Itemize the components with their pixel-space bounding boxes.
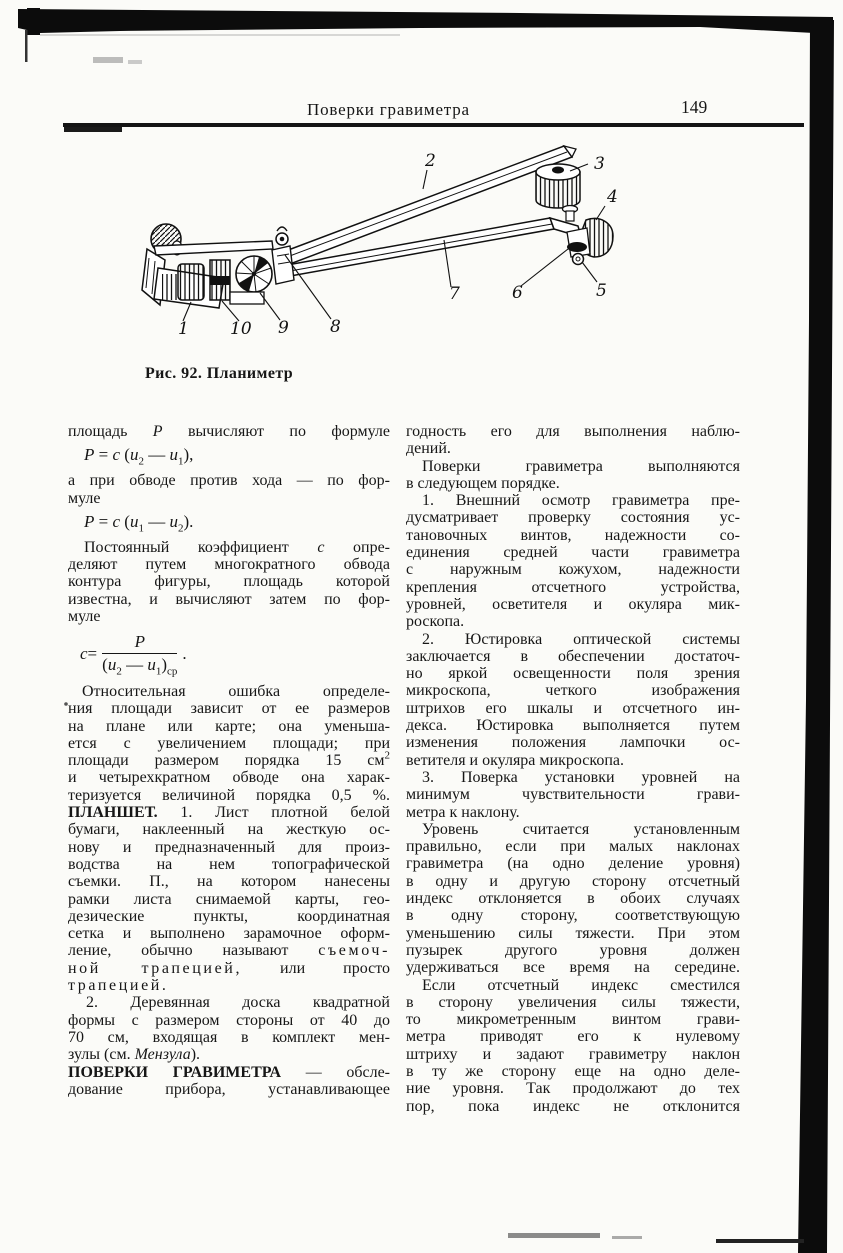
text-line: штриху и задают гравиметру наклон [406, 1045, 740, 1063]
text-line: с наружным кожухом, надежности [406, 561, 740, 579]
text-line: в одну и другую сторону отсчетный [406, 872, 740, 890]
text-line: дование прибора, устанавливающее [68, 1080, 390, 1098]
callout-2: 2 [425, 151, 436, 171]
text-line: формы с размером стороны от 40 до [68, 1011, 390, 1029]
text-line: то микрометренным винтом грави- [406, 1011, 740, 1029]
callout-3: 3 [594, 154, 605, 174]
text-line: тановочных винтов, надежности со- [406, 526, 740, 544]
carriage-mechanism [142, 224, 294, 308]
formula: P = c ($u_2$ — $u_1$), [84, 445, 194, 468]
text-line: площади размером порядка 15 $см^2$ [68, 749, 390, 770]
text-line: на плане или карте; она уменьша- [68, 717, 390, 735]
text-line: Если отсчетный индекс сместился [422, 976, 740, 994]
text-line: уровней, осветителя и окуляра мик- [406, 595, 740, 613]
formula: P = c ($u_1$ — $u_2$). [84, 511, 194, 535]
text-line: роскопа. [406, 613, 465, 631]
scan-bottom-mark-1 [508, 1233, 600, 1238]
text-line: дезические пункты, координатная [68, 907, 390, 925]
text-line: пор, пока индекс не отклонится [406, 1097, 740, 1115]
text-line: муле [68, 489, 101, 507]
running-head-title: Поверки гравиметра [307, 100, 470, 119]
text-line: бумаги, наклеенный на жесткую ос- [68, 821, 390, 839]
text-line: изменения положения лампочки ос- [406, 734, 740, 752]
scan-bottom-mark-2 [612, 1236, 642, 1239]
text-line: а при обводе против хода — по фор- [68, 472, 390, 490]
text-line: ния площади зависит от ее размеров [68, 700, 390, 718]
text-line: трапецией. [68, 977, 169, 995]
text-line: минимум чувствительности грави- [406, 786, 740, 804]
text-line: и четырехкратном обводе она харак- [68, 769, 390, 787]
text-line: дений. [406, 440, 451, 458]
text-line: единения средней части гравиметра [406, 544, 740, 562]
text-line: деляют путем многократного обвода [68, 556, 390, 574]
scan-smudge [93, 57, 123, 63]
header-rule [63, 123, 804, 127]
page-number: 149 [681, 97, 708, 117]
callout-4: 4 [607, 187, 618, 207]
text-line: в ту же сторону еще на одно деле- [406, 1062, 740, 1080]
text-line: годность его для выполнения наблю- [406, 423, 740, 440]
planimeter-drawing [120, 142, 760, 357]
text-line: Уровень считается установленным [422, 820, 740, 838]
text-line: нову и предназначенный для произ- [68, 838, 390, 856]
scan-top-bar [18, 9, 833, 34]
text-line: 70 см, входящая в комплект мен- [68, 1028, 390, 1046]
scan-left-line [25, 30, 28, 62]
weight-cylinder [536, 164, 580, 208]
text-line: метра к наклону. [406, 803, 520, 821]
scan-smudge-2 [128, 60, 142, 64]
text-line: Поверки гравиметра выполняются [422, 457, 740, 475]
text-line: муле [68, 608, 101, 626]
text-line: теризуется величиной порядка 0,5 %. [68, 786, 390, 804]
column-right [406, 423, 740, 1115]
text-line: сетка и выполнено зарамочное оформ- [68, 925, 390, 943]
scan-bottom-mark-3 [716, 1239, 804, 1243]
callout-1: 1 [178, 319, 189, 339]
text-line: дусматривает проверку состояния ус- [406, 509, 740, 527]
callout-7: 7 [449, 284, 460, 304]
text-line: рамки листа снимаемой карты, гео- [68, 890, 390, 908]
scan-right-bar [798, 20, 834, 1253]
tracer-head [563, 206, 614, 265]
formula-fraction: c = $\frac{P}{(u_2 — u_1)_{ср}}$ . [80, 632, 187, 678]
text-line: метра приводят его к нулевому [406, 1028, 740, 1046]
text-line: удерживаться все время на середине. [406, 959, 740, 977]
text-line: правильно, если при малых наклонах [406, 838, 740, 856]
text-line: штрихов его шкалы и отсчетного ин- [406, 699, 740, 717]
text-line: 2. Деревянная доска квадратной [86, 994, 390, 1012]
callout-6: 6 [512, 283, 523, 303]
text-line: гравиметра (на одно деление уровня) [406, 855, 740, 873]
text-line: ветителя и окуляра микроскопа. [406, 751, 624, 769]
scan-corner-blob [27, 8, 40, 35]
text-line: 2. Юстировка оптической системы [422, 630, 740, 648]
text-line: индекс отклоняется в обоих случаях [406, 890, 740, 908]
rule-left-thickening [64, 127, 122, 132]
text-line: контура фигуры, площадь которой [68, 573, 390, 591]
text-line: 1. Внешний осмотр гравиметра пре- [422, 492, 740, 510]
text-line: ПОВЕРКИ ГРАВИМЕТРА — обсле- [68, 1063, 391, 1081]
text-line: ние уровня. Так продолжают до тех [406, 1080, 740, 1098]
text-line: съемки. П., на котором нанесены [68, 873, 390, 891]
text-line: Постоянный коэффициент с опре- [84, 538, 390, 556]
text-line: 3. Поверка установки уровней на [422, 768, 740, 786]
callout-8: 8 [330, 317, 341, 337]
text-line: Относительная ошибка определе- [82, 682, 390, 700]
text-line: пузырек другого уровня должен [406, 941, 740, 959]
text-line: уменьшению силы тяжести. При этом [406, 924, 740, 942]
text-line: водства на нем топографической [68, 855, 390, 873]
figure-planimeter [120, 142, 760, 357]
text-line: микроскопа, четкого изображения [406, 682, 740, 700]
text-line: крепления отсчетного устройства, [406, 578, 740, 596]
text-line: ется с увеличением площади; при [68, 734, 390, 752]
callout-5: 5 [596, 281, 607, 301]
figure-caption: Рис. 92. Планиметр [145, 365, 294, 382]
text-line: площадь P вычисляют по формуле [68, 423, 391, 440]
text-line: в одну сторону, соответствующую [406, 907, 740, 925]
text-line: известна, и вычисляют затем по фор- [68, 590, 390, 608]
text-line: но яркой освещенности поля зрения [406, 665, 740, 683]
text-line: ной трапецией, или просто [68, 959, 391, 977]
text-line: в следующем порядке. [406, 474, 560, 492]
text-line: зулы (см. Мензула). [68, 1046, 201, 1064]
text-line: ление, обычно называют съемоч- [68, 942, 390, 960]
scan-gray-fringe [40, 34, 400, 36]
column-left [68, 423, 390, 1098]
callout-9: 9 [278, 318, 289, 338]
text-line: декса. Юстировка выполняется путем [406, 717, 740, 735]
text-line: в сторону увеличения силы тяжести, [406, 993, 740, 1011]
text-line: ПЛАНШЕТ. 1. Лист плотной белой [68, 804, 390, 822]
callout-10: 10 [230, 319, 252, 339]
text-line: заключается в обеспечении достаточ- [406, 647, 740, 665]
